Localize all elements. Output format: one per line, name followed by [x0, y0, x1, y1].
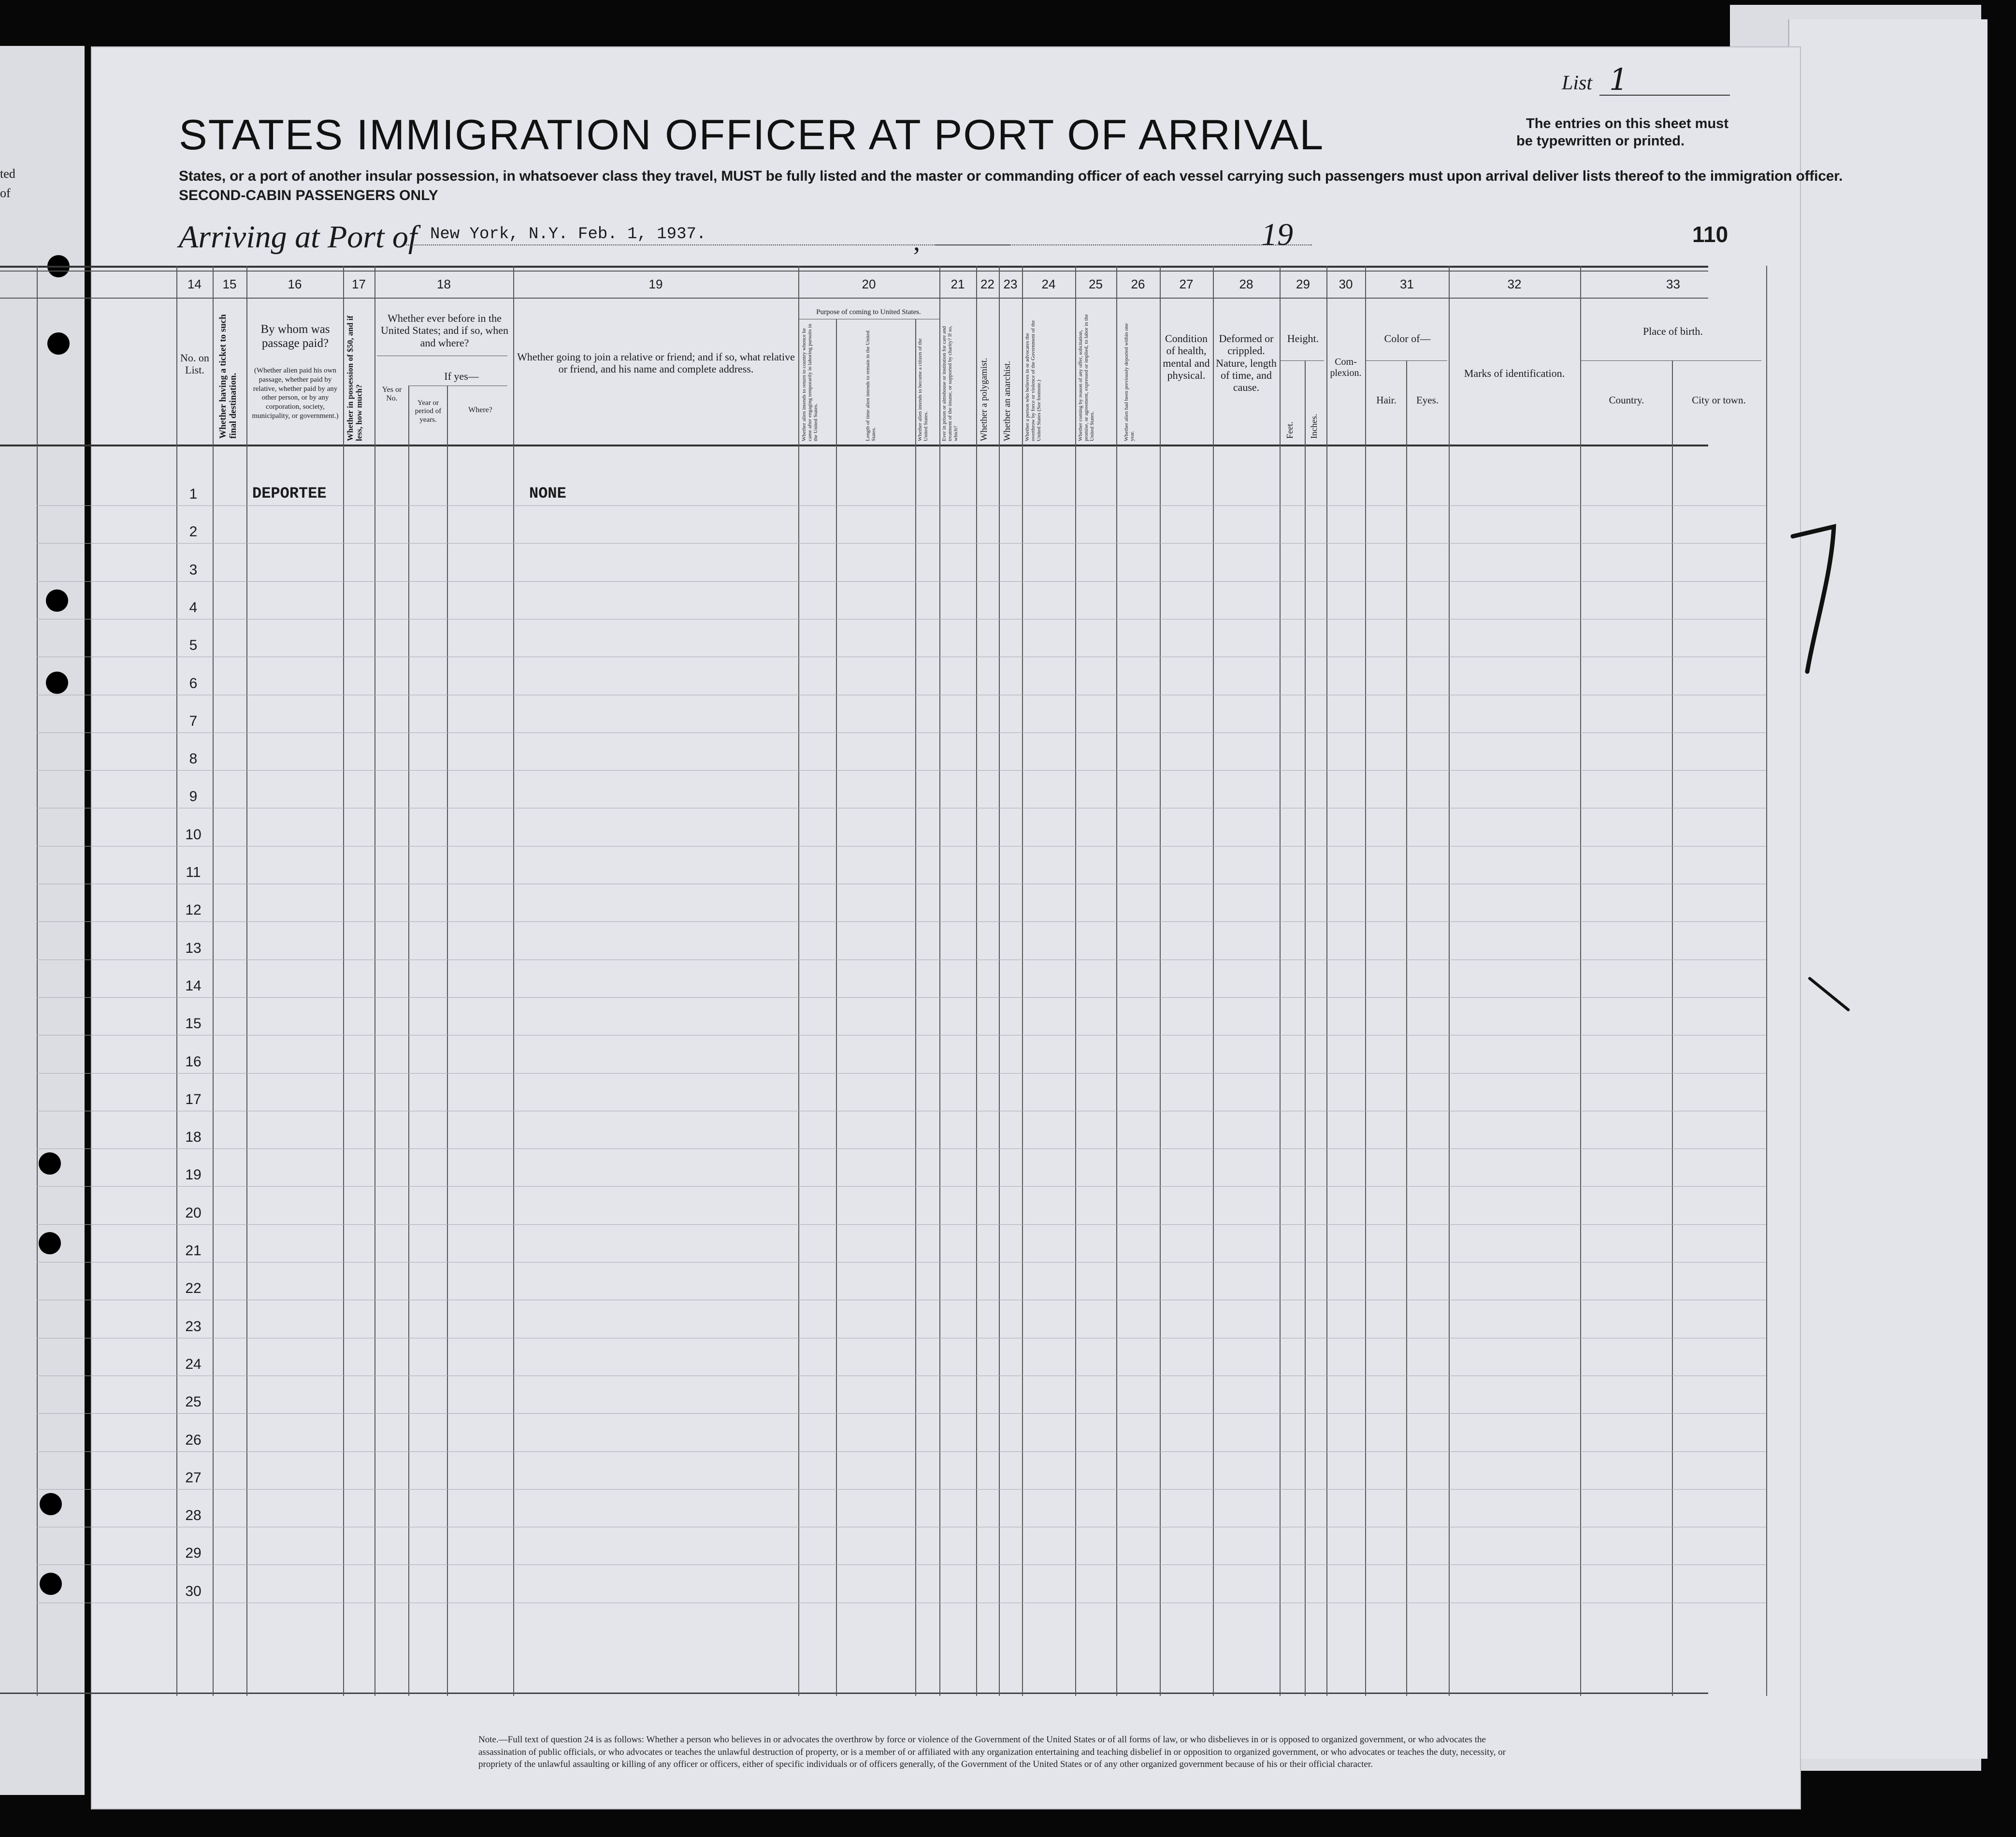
- column-divider: [976, 266, 977, 1696]
- column-number: 33: [1666, 277, 1680, 291]
- row-number: 29: [185, 1545, 202, 1562]
- header-hair: Hair.: [1376, 394, 1397, 406]
- arriving-comma: ,: [913, 227, 920, 257]
- header-year-period: Year or period of years.: [415, 399, 442, 424]
- column-divider: [1406, 360, 1407, 1696]
- punch-hole: [46, 589, 68, 612]
- header-ticket: Whether having a ticket to such final destination.: [218, 314, 238, 439]
- row-number: 20: [185, 1205, 202, 1221]
- row-number: 6: [189, 675, 198, 691]
- row-number: 10: [185, 826, 202, 843]
- row-number: 8: [189, 751, 198, 767]
- row-rule: [37, 1413, 1766, 1414]
- header-overthrow: Whether a person who believes in or advocates the overthrow by force or violence of the Government of the United States (See footnote.): [1024, 320, 1042, 441]
- column-number: 15: [222, 277, 237, 291]
- row-rule: [37, 505, 1766, 506]
- header-complexion: Com-plexion.: [1330, 357, 1362, 378]
- row-rule: [37, 846, 1766, 847]
- header-yes-no: Yes or No.: [382, 386, 402, 403]
- column-divider: [798, 266, 799, 1696]
- row-number: 22: [185, 1280, 202, 1297]
- header-city: City or town.: [1692, 394, 1746, 406]
- header-country: Country.: [1609, 394, 1644, 406]
- punch-hole: [46, 672, 68, 694]
- pen-mark: [1788, 517, 1865, 681]
- header-no-on-list: No. on List.: [180, 352, 209, 376]
- row-number: 23: [185, 1318, 202, 1335]
- header-where: Where?: [468, 406, 492, 414]
- header-deported: Whether alien had been previously deported within one year.: [1123, 323, 1136, 441]
- subheader-line: [1280, 360, 1324, 361]
- row-rule: [37, 1564, 1766, 1565]
- column-number: 25: [1089, 277, 1103, 291]
- pen-tick-mark: [1807, 971, 1856, 1019]
- row-number: 24: [185, 1356, 202, 1372]
- row-number: 9: [189, 789, 198, 805]
- punch-hole: [40, 1493, 62, 1515]
- arriving-value: New York, N.Y. Feb. 1, 1937.: [430, 225, 706, 244]
- column-divider: [1305, 360, 1306, 1696]
- row-rule: [37, 997, 1766, 998]
- row-rule: [37, 581, 1766, 582]
- row-number: 30: [185, 1583, 202, 1599]
- header-polygamist: Whether a polygamist.: [979, 358, 989, 441]
- column-number: 24: [1041, 277, 1056, 291]
- row-number: 26: [185, 1432, 202, 1448]
- row-number: 17: [185, 1091, 202, 1107]
- year-prefix: 19: [1261, 217, 1293, 252]
- row-number: 27: [185, 1469, 202, 1486]
- arriving-label: Arriving at Port of: [179, 219, 418, 255]
- column-divider: [999, 266, 1000, 1696]
- row-number: 12: [185, 902, 202, 918]
- column-divider: [1213, 266, 1214, 1696]
- column-divider: [939, 266, 940, 1696]
- row-number: 21: [185, 1243, 202, 1259]
- row-rule: [37, 1262, 1766, 1263]
- header-fifty-dollars: Whether in possession of $50, and if less, how much?: [346, 316, 364, 441]
- header-return-country: Whether alien intends to return to country whence he came after engaging temporarily in laboring pursuits in the United States.: [801, 324, 819, 441]
- row-number: 5: [189, 637, 198, 654]
- column-divider: [1672, 360, 1673, 1696]
- instruction-line1: States, or a port of another insular possession, in whatsoever class they travel, MUST be fully listed and the master or commanding officer of each vessel carrying such passengers must upon arrival deliver lists thereof to the immigration officer.: [179, 168, 1843, 184]
- column-divider: [1116, 266, 1117, 1696]
- row-rule: [37, 770, 1766, 771]
- row-number: 15: [185, 1016, 202, 1032]
- previous-page-edge: [0, 46, 85, 1795]
- column-divider: [246, 266, 247, 1696]
- column-number: 30: [1339, 277, 1353, 291]
- column-divider: [1022, 266, 1023, 1696]
- page-number: 110: [1692, 222, 1728, 247]
- row-rule: [37, 732, 1766, 733]
- column-divider: [408, 386, 409, 1696]
- header-passage-paid: By whom was passage paid?: [260, 323, 330, 350]
- header-join-relative: Whether going to join a relative or friend; and if so, what relative or friend, and his name and complete address.: [517, 351, 795, 375]
- row-rule: [37, 543, 1766, 544]
- header-purpose: Purpose of coming to United States.: [816, 308, 921, 316]
- column-number: 32: [1507, 277, 1522, 291]
- column-divider: [176, 266, 177, 1696]
- header-bottom-border: [0, 445, 1708, 446]
- row-number: 18: [185, 1129, 202, 1146]
- column-divider: [1365, 266, 1366, 1696]
- column-number: 17: [352, 277, 366, 291]
- column-number: 14: [187, 277, 202, 291]
- column-number: 20: [862, 277, 876, 291]
- subheader-line: [1580, 360, 1761, 361]
- column-divider: [1766, 266, 1767, 1696]
- column-number: 31: [1400, 277, 1414, 291]
- row-number: 14: [185, 977, 202, 994]
- column-divider: [374, 266, 375, 1696]
- row-number: 11: [186, 864, 201, 880]
- header-citizen: Whether alien intends to become a citizen of the United States.: [917, 338, 929, 441]
- header-deformed: Deformed or crippled. Nature, length of time, and cause.: [1216, 332, 1277, 394]
- punch-hole: [47, 332, 70, 355]
- header-health: Condition of health, mental and physical.: [1163, 332, 1210, 381]
- column-number: 29: [1296, 277, 1310, 291]
- header-anarchist: Whether an anarchist.: [1002, 360, 1012, 441]
- header-passage-paid-sub: (Whether alien paid his own passage, whether paid by relative, whether paid by any other person, or by any corporation, society, municipality, or government.): [252, 367, 339, 420]
- column-number: 18: [437, 277, 451, 291]
- header-if-yes: If yes—: [444, 370, 479, 382]
- header-eyes: Eyes.: [1416, 394, 1439, 406]
- column-divider: [1160, 266, 1161, 1696]
- list-label: List: [1562, 72, 1593, 94]
- row-rule: [37, 1489, 1766, 1490]
- row-number: 28: [185, 1507, 202, 1524]
- header-prison: Ever in prison or almshouse or institution for care and treatment of the insane, or supported by charity? If so, which?: [941, 326, 959, 441]
- punch-hole: [39, 1232, 61, 1254]
- row-number: 25: [185, 1394, 202, 1410]
- column-divider: [513, 266, 514, 1696]
- row-number: 7: [189, 713, 198, 729]
- row1-passage-paid: DEPORTEE: [252, 485, 327, 502]
- column-divider: [343, 266, 344, 1696]
- header-marks: Marks of identification.: [1464, 367, 1565, 379]
- list-underline: [1599, 95, 1730, 96]
- column-divider: [1580, 266, 1581, 1696]
- arriving-underline-2: [935, 244, 1312, 245]
- header-color: Color of—: [1384, 332, 1431, 344]
- row-rule: [37, 1224, 1766, 1225]
- table-bottom-border: [0, 1693, 1708, 1694]
- header-height: Height.: [1287, 332, 1319, 344]
- column-number-border: [0, 298, 1708, 299]
- punch-hole: [39, 1152, 61, 1175]
- punch-hole: [40, 1573, 62, 1595]
- row-number: 13: [185, 940, 202, 956]
- column-number: 26: [1131, 277, 1145, 291]
- underlying-sheet: [1788, 19, 1987, 1759]
- column-divider: [1280, 266, 1281, 1696]
- left-page-fragment: of: [0, 186, 11, 200]
- row1-join-relative: NONE: [529, 485, 566, 502]
- footnote: Note.—Full text of question 24 is as follows: Whether a person who believes in or advocates the overthrow by force or violence of the Government of the United States or of all forms of law, or who disbelieves in or is opposed to organized government, or who advocates the assassination of public officials, or who advocates or teaches the unlawful destruction of property, or is a member of or affiliated with any organization entertaining and teaching disbelief in or opposition to organized government, or who advocates or teaches the duty, necessity, or propriety of the unlawful assaulting or killing of any officer or officers, either of specific individuals or of officers generally, of the Government of the United States or of any other organized government because of his or their official character.: [478, 1735, 1506, 1770]
- column-divider: [1075, 266, 1076, 1696]
- row-rule: [37, 1451, 1766, 1452]
- column-divider: [447, 386, 448, 1696]
- column-number: 27: [1179, 277, 1194, 291]
- left-page-fragment: ted: [0, 167, 15, 181]
- table-top-border: [0, 271, 1708, 272]
- row-rule: [37, 921, 1766, 922]
- column-number: 23: [1003, 277, 1018, 291]
- column-number: 22: [980, 277, 994, 291]
- row-number: 1: [189, 486, 198, 502]
- header-feet: Feet.: [1285, 421, 1295, 439]
- header-place-birth: Place of birth.: [1642, 325, 1703, 337]
- typed-note-line1: The entries on this sheet must: [1526, 116, 1728, 131]
- column-divider: [1326, 266, 1327, 1696]
- row-rule: [37, 1148, 1766, 1149]
- row-number: 3: [189, 561, 198, 578]
- row-number: 4: [189, 599, 198, 616]
- row-number: 2: [189, 524, 198, 540]
- manifest-sheet: [92, 47, 1843, 1808]
- column-number: 21: [950, 277, 965, 291]
- column-divider: [1449, 266, 1450, 1696]
- typed-note-line2: be typewritten or printed.: [1516, 133, 1685, 149]
- instruction-line2: SECOND-CABIN PASSENGERS ONLY: [179, 187, 438, 203]
- row-rule: [37, 1073, 1766, 1074]
- column-divider: [213, 266, 214, 1696]
- header-inches: Inches.: [1309, 414, 1319, 439]
- page-title: STATES IMMIGRATION OFFICER AT PORT OF ARRIVAL: [179, 111, 1325, 158]
- row-rule: [37, 1186, 1766, 1187]
- list-value: 1: [1609, 62, 1628, 97]
- column-number: 16: [288, 277, 302, 291]
- table-top-border: [0, 266, 1708, 268]
- header-length-stay: Length of time alien intends to remain in the United States.: [865, 330, 877, 441]
- column-divider: [37, 266, 38, 1696]
- header-ever-before: Whether ever before in the United States; and if so, when and where?: [381, 312, 508, 349]
- column-number: 28: [1239, 277, 1253, 291]
- header-labor-offer: Whether coming by reason of any offer, solicitation, promise, or agreement, expressed or implied, to labor in the United States.: [1078, 314, 1095, 441]
- row-number: 19: [185, 1167, 202, 1183]
- column-number: 19: [648, 277, 663, 291]
- row-number: 16: [185, 1053, 202, 1070]
